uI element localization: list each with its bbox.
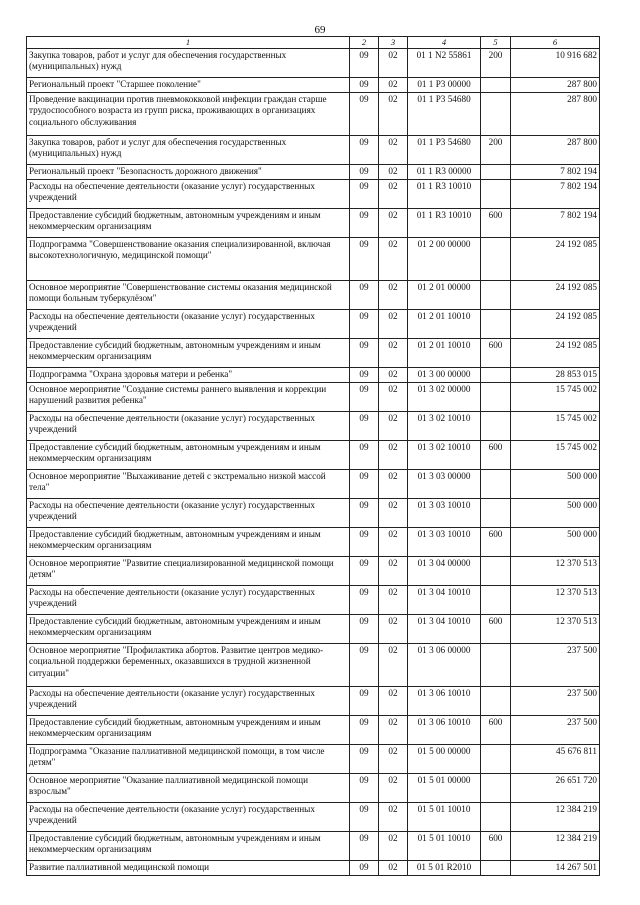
cell-section: 09	[350, 773, 379, 802]
cell-section: 09	[350, 556, 379, 585]
cell-subsection: 02	[379, 309, 408, 338]
table-row	[27, 280, 600, 309]
table-row	[27, 802, 600, 831]
cell-amount: 12 384 219	[511, 831, 600, 860]
cell-target-code: 01 3 04 00000	[408, 556, 481, 585]
cell-subsection: 02	[379, 831, 408, 860]
cell-target-code: 01 3 06 00000	[408, 643, 481, 686]
cell-amount: 15 745 002	[511, 411, 600, 440]
table-row	[27, 831, 600, 860]
cell-name: Основное мероприятие "Профилактика абортов. Развитие центров медико-социальной поддержки беременных, оказавшихся в трудной жизненной ситуации"	[27, 643, 350, 686]
cell-amount: 500 000	[511, 498, 600, 527]
cell-amount: 12 370 513	[511, 614, 600, 643]
cell-subsection: 02	[379, 744, 408, 773]
cell-target-code: 01 5 01 00000	[408, 773, 481, 802]
cell-subsection: 02	[379, 367, 408, 382]
cell-expense-type	[481, 860, 511, 875]
cell-subsection: 02	[379, 440, 408, 469]
table-row	[27, 411, 600, 440]
cell-name: Развитие паллиативной медицинской помощи	[27, 860, 350, 875]
header-col-name: 1	[27, 37, 350, 49]
cell-target-code: 01 3 04 10010	[408, 585, 481, 614]
cell-subsection: 02	[379, 208, 408, 237]
cell-amount: 24 192 085	[511, 309, 600, 338]
cell-expense-type	[481, 686, 511, 715]
table-row	[27, 367, 600, 382]
cell-subsection: 02	[379, 77, 408, 92]
cell-section: 09	[350, 831, 379, 860]
table-row	[27, 715, 600, 744]
cell-target-code: 01 1 P3 54680	[408, 135, 481, 164]
cell-amount: 500 000	[511, 469, 600, 498]
cell-expense-type	[481, 92, 511, 135]
cell-section: 09	[350, 77, 379, 92]
cell-subsection: 02	[379, 643, 408, 686]
cell-subsection: 02	[379, 164, 408, 179]
cell-section: 09	[350, 237, 379, 280]
table-row	[27, 237, 600, 280]
header-col-expense-type: 5	[481, 37, 511, 49]
table-row	[27, 309, 600, 338]
table-row	[27, 686, 600, 715]
cell-name: Основное мероприятие "Развитие специализированной медицинской помощи детям"	[27, 556, 350, 585]
cell-name: Подпрограмма "Совершенствование оказания специализированной, включая высокотехнологичную, медицинской помощи"	[27, 237, 350, 280]
cell-expense-type	[481, 498, 511, 527]
cell-section: 09	[350, 135, 379, 164]
cell-amount: 7 802 194	[511, 164, 600, 179]
cell-subsection: 02	[379, 498, 408, 527]
cell-expense-type	[481, 802, 511, 831]
cell-name: Подпрограмма "Охрана здоровья матери и ребенка"	[27, 367, 350, 382]
cell-amount: 500 000	[511, 527, 600, 556]
cell-expense-type	[481, 164, 511, 179]
cell-subsection: 02	[379, 469, 408, 498]
cell-expense-type	[481, 179, 511, 208]
cell-target-code: 01 5 01 10010	[408, 831, 481, 860]
cell-target-code: 01 3 06 10010	[408, 715, 481, 744]
cell-amount: 28 853 015	[511, 367, 600, 382]
cell-amount: 24 192 085	[511, 338, 600, 367]
cell-subsection: 02	[379, 585, 408, 614]
table-row	[27, 92, 600, 135]
header-col-subsection: 3	[379, 37, 408, 49]
cell-name: Предоставление субсидий бюджетным, автономным учреждениям и иным некоммерческим организациям	[27, 208, 350, 237]
cell-target-code: 01 1 R3 10010	[408, 208, 481, 237]
cell-section: 09	[350, 382, 379, 411]
cell-expense-type	[481, 585, 511, 614]
cell-subsection: 02	[379, 860, 408, 875]
cell-subsection: 02	[379, 527, 408, 556]
cell-name: Предоставление субсидий бюджетным, автономным учреждениям и иным некоммерческим организациям	[27, 440, 350, 469]
cell-name: Предоставление субсидий бюджетным, автономным учреждениям и иным некоммерческим организациям	[27, 338, 350, 367]
cell-amount: 26 651 720	[511, 773, 600, 802]
cell-subsection: 02	[379, 686, 408, 715]
cell-target-code: 01 3 03 00000	[408, 469, 481, 498]
cell-section: 09	[350, 338, 379, 367]
cell-expense-type	[481, 643, 511, 686]
cell-name: Расходы на обеспечение деятельности (оказание услуг) государственных учреждений	[27, 585, 350, 614]
cell-target-code: 01 2 01 10010	[408, 338, 481, 367]
cell-section: 09	[350, 744, 379, 773]
table-row	[27, 135, 600, 164]
cell-subsection: 02	[379, 280, 408, 309]
cell-name: Расходы на обеспечение деятельности (оказание услуг) государственных учреждений	[27, 498, 350, 527]
cell-subsection: 02	[379, 773, 408, 802]
cell-name: Предоставление субсидий бюджетным, автономным учреждениям и иным некоммерческим организациям	[27, 527, 350, 556]
cell-subsection: 02	[379, 179, 408, 208]
cell-expense-type	[481, 237, 511, 280]
cell-amount: 24 192 085	[511, 280, 600, 309]
cell-section: 09	[350, 92, 379, 135]
cell-target-code: 01 3 03 10010	[408, 498, 481, 527]
table-row	[27, 382, 600, 411]
cell-name: Предоставление субсидий бюджетным, автономным учреждениям и иным некоммерческим организациям	[27, 831, 350, 860]
cell-name: Закупка товаров, работ и услуг для обеспечения государственных (муниципальных) нужд	[27, 135, 350, 164]
cell-name: Основное мероприятие "Выхаживание детей с экстремально низкой массой тела"	[27, 469, 350, 498]
table-row	[27, 48, 600, 77]
cell-amount: 7 802 194	[511, 179, 600, 208]
cell-name: Подпрограмма "Оказание паллиативной медицинской помощи, в том числе детям"	[27, 744, 350, 773]
cell-subsection: 02	[379, 614, 408, 643]
cell-target-code: 01 3 00 00000	[408, 367, 481, 382]
cell-section: 09	[350, 498, 379, 527]
budget-table	[26, 36, 600, 876]
cell-subsection: 02	[379, 48, 408, 77]
header-col-amount: 6	[511, 37, 600, 49]
cell-section: 09	[350, 643, 379, 686]
cell-amount: 287 800	[511, 92, 600, 135]
cell-name: Основное мероприятие "Оказание паллиативной медицинской помощи взрослым"	[27, 773, 350, 802]
cell-amount: 237 500	[511, 715, 600, 744]
cell-name: Предоставление субсидий бюджетным, автономным учреждениям и иным некоммерческим организациям	[27, 715, 350, 744]
cell-name: Основное мероприятие "Совершенствование системы оказания медицинской помощи больным туберкулёзом"	[27, 280, 350, 309]
cell-section: 09	[350, 469, 379, 498]
cell-name: Расходы на обеспечение деятельности (оказание услуг) государственных учреждений	[27, 411, 350, 440]
cell-section: 09	[350, 309, 379, 338]
cell-target-code: 01 5 00 00000	[408, 744, 481, 773]
cell-expense-type	[481, 744, 511, 773]
table-row	[27, 585, 600, 614]
cell-expense-type	[481, 556, 511, 585]
cell-subsection: 02	[379, 237, 408, 280]
table-header	[27, 37, 600, 49]
cell-target-code: 01 3 03 10010	[408, 527, 481, 556]
header-col-target-code: 4	[408, 37, 481, 49]
cell-amount: 237 500	[511, 643, 600, 686]
cell-name: Расходы на обеспечение деятельности (оказание услуг) государственных учреждений	[27, 309, 350, 338]
cell-amount: 12 370 513	[511, 585, 600, 614]
cell-target-code: 01 1 P3 54680	[408, 92, 481, 135]
cell-subsection: 02	[379, 382, 408, 411]
cell-expense-type	[481, 77, 511, 92]
cell-name: Проведение вакцинации против пневмококковой инфекции граждан старше трудоспособного возраста из групп риска, проживающих в организациях социального обслуживания	[27, 92, 350, 135]
table-row	[27, 208, 600, 237]
cell-section: 09	[350, 614, 379, 643]
cell-amount: 15 745 002	[511, 440, 600, 469]
cell-amount: 10 916 682	[511, 48, 600, 77]
cell-expense-type: 600	[481, 440, 511, 469]
cell-amount: 12 384 219	[511, 802, 600, 831]
cell-target-code: 01 3 06 10010	[408, 686, 481, 715]
cell-subsection: 02	[379, 338, 408, 367]
cell-section: 09	[350, 411, 379, 440]
cell-name: Предоставление субсидий бюджетным, автономным учреждениям и иным некоммерческим организациям	[27, 614, 350, 643]
cell-target-code: 01 1 N2 55861	[408, 48, 481, 77]
cell-subsection: 02	[379, 715, 408, 744]
cell-section: 09	[350, 367, 379, 382]
cell-expense-type: 200	[481, 135, 511, 164]
cell-target-code: 01 5 01 10010	[408, 802, 481, 831]
cell-amount: 15 745 002	[511, 382, 600, 411]
cell-section: 09	[350, 860, 379, 875]
cell-amount: 24 192 085	[511, 237, 600, 280]
cell-name: Региональный проект "Безопасность дорожного движения"	[27, 164, 350, 179]
cell-target-code: 01 3 02 10010	[408, 440, 481, 469]
cell-section: 09	[350, 585, 379, 614]
cell-target-code: 01 1 R3 10010	[408, 179, 481, 208]
cell-expense-type: 600	[481, 715, 511, 744]
table-row	[27, 527, 600, 556]
header-col-section: 2	[350, 37, 379, 49]
cell-subsection: 02	[379, 92, 408, 135]
cell-expense-type	[481, 309, 511, 338]
cell-expense-type: 600	[481, 831, 511, 860]
cell-expense-type: 600	[481, 614, 511, 643]
cell-target-code: 01 3 02 00000	[408, 382, 481, 411]
cell-amount: 287 800	[511, 77, 600, 92]
cell-target-code: 01 2 00 00000	[408, 237, 481, 280]
cell-expense-type	[481, 280, 511, 309]
cell-section: 09	[350, 280, 379, 309]
cell-amount: 14 267 501	[511, 860, 600, 875]
cell-section: 09	[350, 48, 379, 77]
cell-section: 09	[350, 440, 379, 469]
cell-subsection: 02	[379, 802, 408, 831]
cell-expense-type: 200	[481, 48, 511, 77]
cell-expense-type	[481, 773, 511, 802]
cell-subsection: 02	[379, 556, 408, 585]
table-row	[27, 744, 600, 773]
cell-section: 09	[350, 179, 379, 208]
cell-name: Закупка товаров, работ и услуг для обеспечения государственных (муниципальных) нужд	[27, 48, 350, 77]
cell-section: 09	[350, 208, 379, 237]
cell-target-code: 01 5 01 R2010	[408, 860, 481, 875]
cell-expense-type: 600	[481, 338, 511, 367]
table-body	[27, 48, 600, 875]
cell-amount: 7 802 194	[511, 208, 600, 237]
cell-target-code: 01 1 R3 00000	[408, 164, 481, 179]
cell-name: Расходы на обеспечение деятельности (оказание услуг) государственных учреждений	[27, 686, 350, 715]
table-row	[27, 614, 600, 643]
cell-amount: 45 676 811	[511, 744, 600, 773]
table-row	[27, 440, 600, 469]
cell-expense-type: 600	[481, 527, 511, 556]
cell-subsection: 02	[379, 411, 408, 440]
cell-target-code: 01 2 01 10010	[408, 309, 481, 338]
cell-expense-type	[481, 411, 511, 440]
cell-amount: 237 500	[511, 686, 600, 715]
cell-name: Расходы на обеспечение деятельности (оказание услуг) государственных учреждений	[27, 179, 350, 208]
cell-subsection: 02	[379, 135, 408, 164]
table-row	[27, 164, 600, 179]
table-row	[27, 77, 600, 92]
cell-expense-type	[481, 382, 511, 411]
cell-expense-type	[481, 469, 511, 498]
cell-target-code: 01 3 04 10010	[408, 614, 481, 643]
cell-section: 09	[350, 686, 379, 715]
cell-section: 09	[350, 527, 379, 556]
cell-section: 09	[350, 164, 379, 179]
cell-expense-type: 600	[481, 208, 511, 237]
page-number: 69	[314, 24, 326, 36]
cell-target-code: 01 2 01 00000	[408, 280, 481, 309]
table-row	[27, 556, 600, 585]
table-row	[27, 773, 600, 802]
table-row	[27, 498, 600, 527]
cell-amount: 287 800	[511, 135, 600, 164]
cell-section: 09	[350, 802, 379, 831]
table-row	[27, 860, 600, 875]
cell-name: Региональный проект "Старшее поколение"	[27, 77, 350, 92]
cell-target-code: 01 1 P3 00000	[408, 77, 481, 92]
table-row	[27, 469, 600, 498]
cell-section: 09	[350, 715, 379, 744]
header-row	[27, 37, 600, 49]
cell-name: Основное мероприятие "Создание системы раннего выявления и коррекции нарушений развития ребенка"	[27, 382, 350, 411]
cell-expense-type	[481, 367, 511, 382]
cell-target-code: 01 3 02 10010	[408, 411, 481, 440]
cell-name: Расходы на обеспечение деятельности (оказание услуг) государственных учреждений	[27, 802, 350, 831]
table-row	[27, 179, 600, 208]
table-row	[27, 338, 600, 367]
table-row	[27, 643, 600, 686]
cell-amount: 12 370 513	[511, 556, 600, 585]
